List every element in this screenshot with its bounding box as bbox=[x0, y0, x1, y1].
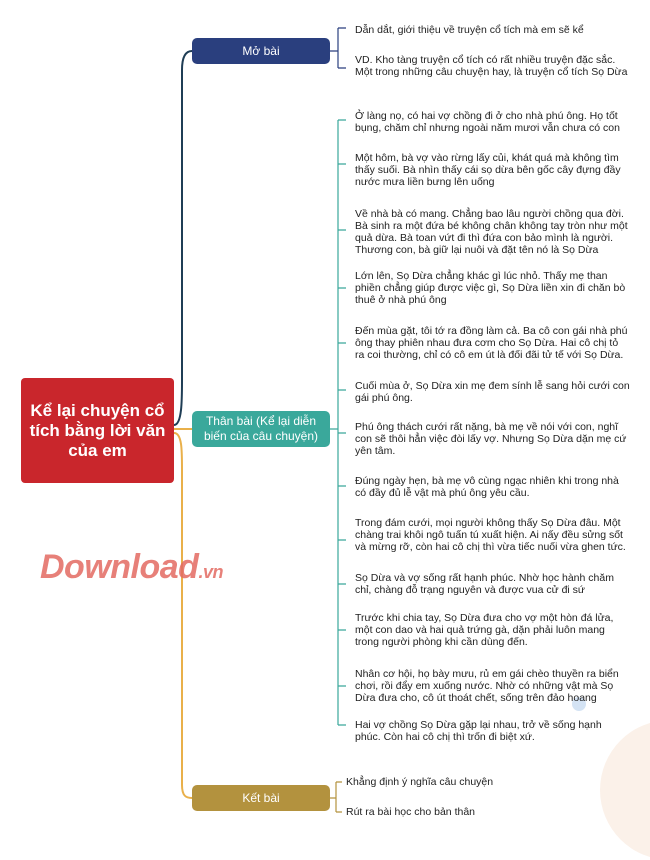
mo-bai-item-1: Dẫn dắt, giới thiệu về truyện cổ tích mà em sẽ kể bbox=[355, 24, 584, 36]
than-bai-item-9: Trong đám cưới, mọi người không thấy Sọ Dừa đâu. Một chàng trai khôi ngô tuấn tú xuất hiện. Ai nấy đều sửng sốt và mừng rỡ, còn hai cô chị thì vừa tiếc nuối vừa ghen tức. bbox=[355, 517, 626, 553]
root-node[interactable] bbox=[21, 378, 174, 483]
connector-ket-bai-leaves bbox=[330, 782, 342, 812]
branch-mo-bai[interactable] bbox=[192, 38, 330, 64]
branch-mo-bai-label: Mở bài bbox=[242, 43, 280, 58]
than-bai-item-11: Trước khi chia tay, Sọ Dừa đưa cho vợ một hòn đá lửa, một con dao và hai quả trứng gà, dặn phải luôn mang trong người phòng khi cần dùng đến. bbox=[355, 612, 614, 648]
root-title: Kể lại chuyện cổ tích bằng lời văn của em bbox=[29, 400, 166, 460]
ket-bai-item-1: Khẳng định ý nghĩa câu chuyện bbox=[346, 776, 494, 788]
than-bai-item-12: Nhân cơ hội, họ bày mưu, rủ em gái chèo thuyền ra biển chơi, rồi đẩy em xuống nước. Nhờ có những vật mà Sọ Dừa đưa cho, cô út thoát chết, sống trên đảo hoang bbox=[355, 668, 619, 704]
branch-than-bai-label: Thân bài (Kể lại diễn biến của câu chuyện) bbox=[203, 414, 319, 443]
branch-ket-bai-label: Kết bài bbox=[242, 790, 280, 805]
ket-bai-item-2: Rút ra bài học cho bản thân bbox=[346, 806, 476, 818]
than-bai-item-8: Đúng ngày hẹn, bà mẹ vô cùng ngạc nhiên khi trong nhà có đầy đủ lễ vật mà phú ông yêu cầu. bbox=[355, 475, 619, 499]
watermark-logo bbox=[40, 548, 223, 587]
than-bai-item-3: Về nhà bà có mang. Chẳng bao lâu người chồng qua đời. Bà sinh ra một đứa bé không chân không tay tròn như một quả dừa. Bà toan vứt đi thì đứa con bảo mình là người. Thương con, bà giữ lại nuôi và đặt tên nó là Sọ Dừa bbox=[355, 208, 628, 256]
than-bai-item-13: Hai vợ chồng Sọ Dừa gặp lại nhau, trở về sống hạnh phúc. Còn hai cô chị thì trốn đi biệt xứ. bbox=[355, 719, 602, 743]
than-bai-item-5: Đến mùa gặt, tôi tớ ra đồng làm cả. Ba cô con gái nhà phú ông thay phiên nhau đưa cơm cho Sọ Dừa. Hai cô chị tỏ ra coi thường, chỉ có cô em út là đối đãi tử tế với Sọ Dừa. bbox=[355, 325, 628, 361]
connector-root-ket-bai bbox=[174, 433, 192, 798]
branch-ket-bai[interactable] bbox=[192, 785, 330, 811]
watermark-suffix: .vn bbox=[198, 562, 223, 582]
watermark-main: Download bbox=[40, 548, 199, 586]
connector-root-mo-bai bbox=[174, 51, 192, 425]
connector-than-bai-ticks bbox=[338, 120, 346, 725]
than-bai-item-7: Phú ông thách cưới rất nặng, bà mẹ về nói với con, nghĩ con sẽ thôi hẳn việc đòi lấy vợ. Nhưng Sọ Dừa dặn mẹ cứ yên tâm. bbox=[355, 421, 627, 457]
than-bai-item-4: Lớn lên, Sọ Dừa chẳng khác gì lúc nhỏ. Thấy mẹ than phiền chẳng giúp được việc gì, Sọ Dừa liền xin đi chăn bò thuê ở nhà phú ông bbox=[355, 270, 626, 306]
connector-mo-bai-leaves bbox=[330, 28, 346, 68]
than-bai-item-6: Cuối mùa ở, Sọ Dừa xin mẹ đem sính lễ sang hỏi cưới con gái phú ông. bbox=[355, 380, 630, 404]
than-bai-item-2: Một hôm, bà vợ vào rừng lấy củi, khát quá mà không tìm thấy suối. Bà nhìn thấy cái sọ dừa bên gốc cây đựng đầy nước mưa liền bưng lên uống bbox=[355, 152, 621, 188]
mo-bai-item-2: VD. Kho tàng truyện cổ tích có rất nhiều truyện đặc sắc. Một trong những câu chuyện hay, là truyện cổ tích Sọ Dừa bbox=[355, 54, 628, 78]
branch-than-bai[interactable] bbox=[192, 411, 330, 447]
connector-than-bai-leaves bbox=[330, 120, 338, 725]
than-bai-item-1: Ở làng nọ, có hai vợ chồng đi ở cho nhà phú ông. Họ tốt bụng, chăm chỉ nhưng ngoài năm mươi vẫn chưa có con bbox=[355, 110, 620, 134]
than-bai-item-10: Sọ Dừa và vợ sống rất hạnh phúc. Nhờ học hành chăm chỉ, chàng đỗ trạng nguyên và được vua cử đi sứ bbox=[355, 572, 614, 596]
